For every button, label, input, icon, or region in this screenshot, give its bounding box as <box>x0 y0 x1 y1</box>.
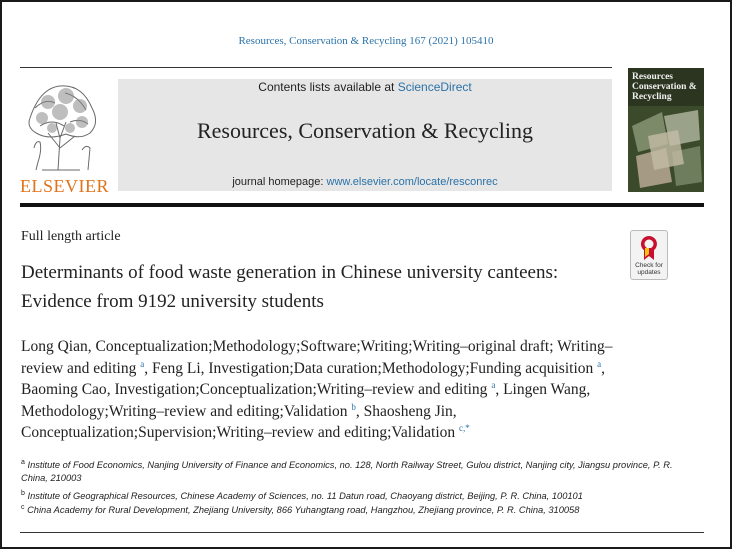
author-list: Long Qian, Conceptualization;Methodology;Software;Writing;Writing–original draft; Writing–review and editing $^a$, Feng Li, Investigation;Data curation;Methodology;Funding acquisition $^a$, Baoming Cao, Investigation;Conceptualization;Writing–review and editing $^a$, Lingen Wang, Methodology;Writing–review and editing;Validation $^b$, Shaosheng Jin, Conceptualization;Supervision;Writing–review and editing;Validation $^{c,*}$ <box>21 338 613 441</box>
author-roles: Conceptualization;Methodology;Software;Writing;Writing–original draft; Writing–review and editing <box>21 338 613 377</box>
affiliation-marker[interactable]: a <box>491 379 496 390</box>
affiliation-marker[interactable]: c,* <box>459 422 470 433</box>
affiliation-label: b <box>21 489 25 497</box>
crossmark-label: Check for updates <box>635 262 663 276</box>
sciencedirect-link[interactable]: ScienceDirect <box>397 80 472 94</box>
journal-title: Resources, Conservation & Recycling <box>196 118 534 143</box>
journal-citation[interactable]: Resources, Conservation & Recycling 167 (2021) 105410 <box>238 35 494 47</box>
affiliation-text: China Academy for Rural Development, Zhejiang University, 866 Yuhangtang road, Hangzhou, Zhejiang province, P. R. China, 310058 <box>27 505 580 515</box>
affiliation-c <box>21 504 681 517</box>
journal-homepage-link[interactable]: www.elsevier.com/locate/resconrec <box>326 176 498 188</box>
cover-title: Resources Conservation & Recycling <box>632 72 697 102</box>
check-for-updates-badge[interactable] <box>630 230 668 280</box>
author-roles: Conceptualization;Supervision;Writing–review and editing;Validation <box>21 424 456 441</box>
author-name[interactable]: Long Qian <box>21 338 88 355</box>
affiliation-marker[interactable]: b <box>351 401 356 412</box>
affiliation-a <box>21 459 681 485</box>
affiliation-label: a <box>21 458 25 466</box>
author-name[interactable]: Lingen Wang <box>503 381 587 398</box>
cover-photo-collage <box>628 106 704 192</box>
affiliation-text: Institute of Geographical Resources, Chinese Academy of Sciences, no. 11 Datun road, Chaoyang district, Beijing, P. R. China, 100101 <box>27 491 583 501</box>
homepage-prefix: journal homepage: <box>232 176 327 188</box>
author-name[interactable]: Baoming Cao <box>21 381 107 398</box>
affiliation-b <box>21 490 681 503</box>
affiliation-marker[interactable]: a <box>140 358 145 369</box>
footer-divider <box>20 532 704 533</box>
author-name[interactable]: Shaosheng Jin <box>363 402 453 420</box>
affiliation-label: c <box>21 503 25 511</box>
header-divider <box>20 67 612 68</box>
author-roles: Investigation;Data curation;Methodology;Funding acquisition <box>208 359 594 377</box>
article-type: Full length article <box>21 229 121 244</box>
crossmark-icon <box>640 235 658 261</box>
author-roles: Methodology;Writing–review and editing;Validation <box>21 402 348 420</box>
contents-prefix: Contents lists available at <box>258 80 398 94</box>
journal-homepage-line <box>118 176 612 188</box>
author-name[interactable]: Feng Li <box>151 359 201 377</box>
contents-line <box>118 80 612 94</box>
affiliation-marker[interactable]: a <box>597 358 602 369</box>
affiliation-text: Institute of Food Economics, Nanjing University of Finance and Economics, no. 128, North Railway Street, Gulou district, Nanjing city, Jiangsu province, P. R. China, 210003 <box>21 460 673 483</box>
elsevier-wordmark[interactable]: ELSEVIER <box>20 176 109 196</box>
journal-cover-thumbnail[interactable] <box>628 68 704 192</box>
article-title: Determinants of food waste generation in Chinese university canteens: Evidence from 9192 university students <box>21 262 559 312</box>
author-roles: Investigation;Conceptualization;Writing–review and editing <box>114 381 488 398</box>
header-thick-rule <box>20 203 704 207</box>
